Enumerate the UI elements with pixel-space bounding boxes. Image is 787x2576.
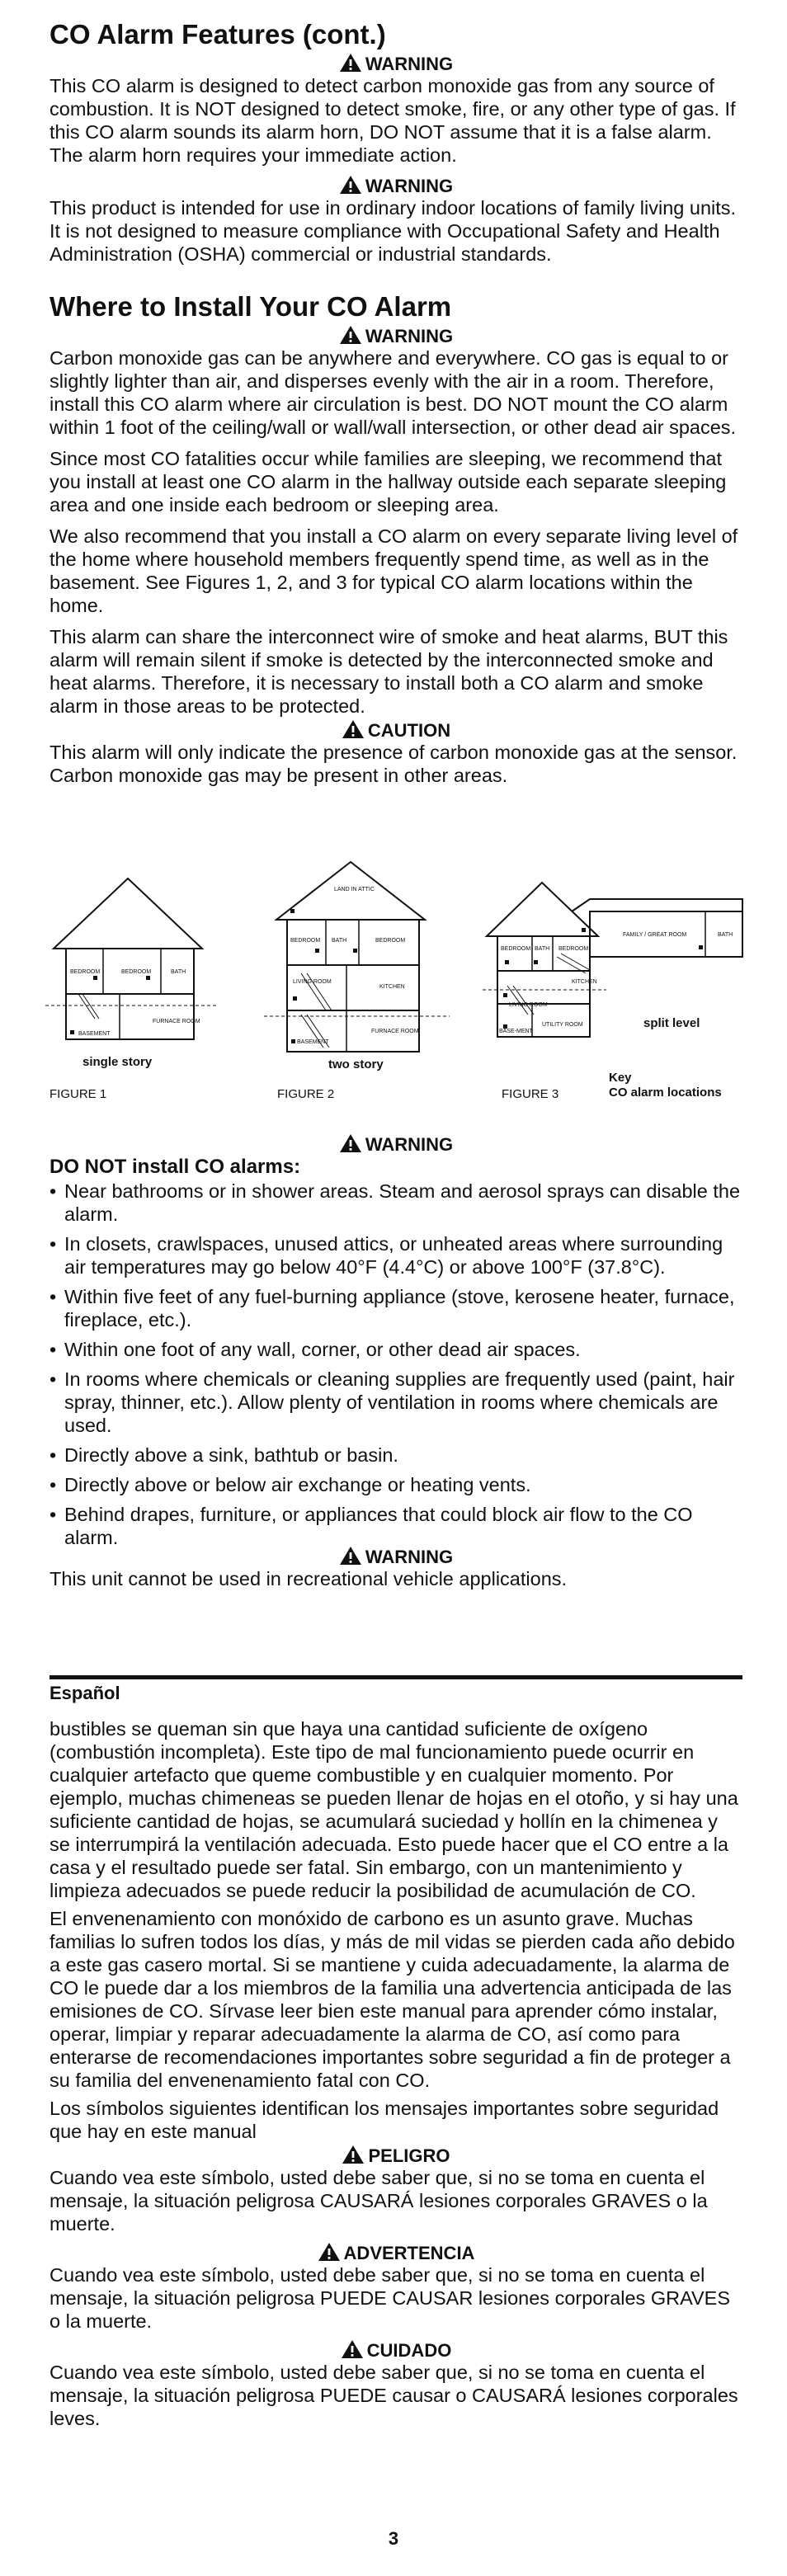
warning-icon	[318, 2242, 341, 2262]
co-alarm-marker	[534, 960, 538, 964]
warning-label: WARNING	[365, 54, 454, 74]
caution-text: This alarm will only indicate the presence of carbon monoxide gas at the sensor. Carbon monoxide gas may be present in other areas.	[49, 742, 738, 786]
cuidado-text: Cuando vea este símbolo, usted debe saber que, si no se toma en cuenta el mensaje, la situación peligrosa PUEDE causar o CAUSARÁ lesiones corporales leves.	[49, 2362, 738, 2429]
co-alarm-marker	[505, 960, 509, 964]
install-paragraph: This alarm can share the interconnect wire of smoke and heat alarms, BUT this alarm will remain silent if smoke is detected by the interconnected smoke and heat alarms. Therefore, it is necessary to install both a CO alarm and smoke alarm in those areas to be protected.	[49, 626, 728, 717]
warning-label: WARNING	[365, 326, 454, 346]
warning-heading	[49, 1133, 742, 1155]
room-label: FURNACE ROOM	[371, 1029, 419, 1034]
co-alarm-marker	[70, 1030, 74, 1034]
advertencia-heading	[49, 2242, 742, 2263]
peligro-label: PELIGRO	[368, 2145, 450, 2166]
room-label: BATH	[718, 932, 733, 938]
list-item: • Behind drapes, furniture, or appliances that could block air flow to the CO alarm.	[49, 1503, 742, 1549]
figure-key	[609, 1071, 722, 1100]
room-label: BATH	[332, 938, 347, 944]
warning-icon	[339, 1133, 362, 1153]
co-alarm-marker	[291, 1039, 295, 1043]
cuidado-heading	[49, 2339, 742, 2361]
caution-icon	[341, 2339, 364, 2359]
co-alarm-marker	[582, 928, 586, 932]
co-alarm-marker	[93, 976, 97, 980]
room-label: BEDROOM	[375, 938, 406, 944]
room-label: BASEMENT	[78, 1031, 111, 1037]
install-title: Where to Install Your CO Alarm	[49, 291, 452, 322]
do-not-install-list	[49, 1180, 742, 1549]
caution-label: CAUTION	[367, 720, 451, 741]
figure-2-two-story-diagram	[264, 858, 454, 1056]
advertencia-label: ADVERTENCIA	[343, 2243, 475, 2263]
room-label: BASEMENT	[297, 1039, 329, 1045]
advertencia-text: Cuando vea este símbolo, usted debe saber que, si no se toma en cuenta el mensaje, la situación peligrosa PUEDE CAUSAR lesiones corporales GRAVES o la muerte.	[49, 2264, 731, 2332]
list-item: • In closets, crawlspaces, unused attics, or unheated areas where surrounding air temperatures may go below 40°F (4.4°C) or above 100°F (37.8°C).	[49, 1232, 742, 1279]
co-alarm-marker	[290, 909, 295, 913]
room-label: FAMILY / GREAT ROOM	[623, 932, 687, 938]
peligro-text: Cuando vea este símbolo, usted debe saber que, si no se toma en cuenta el mensaje, la situación peligrosa CAUSARÁ lesiones corporales GRAVES o la muerte.	[49, 2167, 708, 2235]
room-label: BEDROOM	[70, 969, 101, 975]
room-label: LAND IN ATTIC	[334, 887, 375, 892]
spanish-section	[49, 1717, 742, 2430]
room-label: BASE-MENT	[499, 1029, 533, 1034]
install-paragraph: Carbon monoxide gas can be anywhere and everywhere. CO gas is equal to or slightly lighter than air, and disperses evenly with the air in a room. Therefore, install this CO alarm where air circulation is best. DO NOT mount the CO alarm within 1 foot of the ceiling/wall or wall/wall intersection, or other dead air spaces.	[49, 347, 737, 438]
cuidado-label: CUIDADO	[366, 2340, 452, 2361]
install-paragraph: Since most CO fatalities occur while families are sleeping, we recommend that you install at least one CO alarm in the hallway outside each separate sleeping area and one inside each bedroom or sleeping area.	[49, 448, 727, 516]
warning-heading	[49, 325, 742, 346]
section-divider	[49, 1675, 742, 1679]
list-item: • Within five feet of any fuel-burning appliance (stove, kerosene heater, furnace, fireplace, etc.).	[49, 1285, 742, 1331]
warning-label: WARNING	[365, 176, 454, 196]
room-label: FURNACE ROOM	[153, 1019, 200, 1024]
figure-3-split-level-diagram	[483, 874, 747, 1056]
install-paragraph: We also recommend that you install a CO alarm on every separate living level of the home where household members frequently spend time, as well as in the basement. See Figures 1, 2, and 3 for typical CO alarm locations within the home.	[49, 525, 738, 616]
room-label: KITCHEN	[572, 979, 597, 985]
features-section	[49, 18, 742, 266]
peligro-heading	[49, 2145, 742, 2166]
warning-text: This product is intended for use in ordinary indoor locations of family living units. It is not designed to measure compliance with Occupational Safety and Health Administration (OSHA) commercial or industrial standards.	[49, 197, 737, 265]
figure-3-caption: split level	[643, 1016, 700, 1030]
figure-1-label: FIGURE 1	[49, 1087, 107, 1101]
list-item: • In rooms where chemicals or cleaning supplies are frequently used (paint, hair spray, thinner, etc.). Allow plenty of ventilation in rooms where chemicals are used.	[49, 1368, 742, 1437]
co-alarm-marker	[699, 945, 703, 949]
warning-text: This CO alarm is designed to detect carbon monoxide gas from any source of combustion. It is NOT designed to detect smoke, fire, or any other type of gas. If this CO alarm sounds its alarm horn, DO NOT assume that it is a false alarm. The alarm horn requires your immediate action.	[49, 75, 736, 166]
figure-2-label: FIGURE 2	[277, 1087, 335, 1101]
room-label: BEDROOM	[121, 969, 152, 975]
list-item: • Within one foot of any wall, corner, or other dead air spaces.	[49, 1338, 742, 1361]
list-item: • Directly above or below air exchange or heating vents.	[49, 1473, 742, 1496]
room-label: BEDROOM	[501, 946, 531, 952]
warning-heading	[49, 175, 742, 196]
room-label: BATH	[171, 969, 186, 975]
warning-icon	[339, 325, 362, 345]
room-label: LIVING ROOM	[293, 979, 332, 985]
figure-1-single-story-diagram	[45, 870, 223, 1056]
list-item: • Near bathrooms or in shower areas. Steam and aerosol sprays can disable the alarm.	[49, 1180, 742, 1226]
install-section	[49, 290, 742, 787]
danger-icon	[342, 2145, 365, 2164]
caution-heading	[49, 719, 742, 741]
warning-icon	[339, 175, 362, 195]
figure-1-caption: single story	[82, 1055, 153, 1069]
room-label: BATH	[535, 946, 550, 952]
room-label: LIVING ROOM	[509, 1002, 548, 1008]
co-alarm-marker	[146, 976, 150, 980]
list-item: • Directly above a sink, bathtub or basin.	[49, 1443, 742, 1467]
warning-heading	[49, 53, 742, 74]
language-header: Español	[49, 1683, 120, 1703]
do-not-install-section	[49, 1132, 742, 1590]
spanish-paragraph: Los símbolos siguientes identifican los mensajes importantes sobre seguridad que hay en este manual	[49, 2098, 719, 2142]
co-alarm-marker	[315, 949, 319, 953]
features-title: CO Alarm Features (cont.)	[49, 19, 386, 49]
warning-label: WARNING	[365, 1134, 454, 1155]
spanish-paragraph: bustibles se queman sin que haya una cantidad suficiente de oxígeno (combustión incompleta). Este tipo de mal funcionamiento puede ocurrir en cualquier artefacto que queme combustible y en cualquier momento. Por ejemplo, muchas chimeneas se pueden llenar de hojas en el otoño, y si hay una suficiente cantidad de hojas, se acumulará suciedad y hollín en la chimenea y se interrumpirá la ventilación adecuada. Esto puede hacer que el CO entre a la casa y el resultado puede ser fatal. Sin embargo, con un mantenimiento y limpieza adecuados se puede reducir la posibilidad de acumulación de CO.	[49, 1718, 738, 1901]
room-label: BEDROOM	[558, 946, 589, 952]
room-label: KITCHEN	[379, 984, 405, 990]
warning-label: WARNING	[365, 1547, 454, 1567]
page-number: 3	[388, 2528, 399, 2549]
room-label: UTILITY ROOM	[542, 1022, 583, 1028]
co-alarm-marker	[293, 996, 297, 1001]
figure-3-label: FIGURE 3	[502, 1087, 559, 1101]
figure-2-caption: two story	[328, 1057, 384, 1071]
room-label: BEDROOM	[290, 938, 321, 944]
key-text: CO alarm locations	[609, 1085, 722, 1100]
do-not-install-heading: DO NOT install CO alarms:	[49, 1156, 301, 1178]
co-alarm-marker	[503, 993, 507, 997]
spanish-paragraph: El envenenamiento con monóxido de carbono es un asunto grave. Muchas familias lo sufren todos los días, y más de mil vidas se pierden cada año debido a este gas casero mortal. Si se mantiene y cuida adecuadamente, la alarma de CO le puede dar a los miembros de la familia una advertencia anticipada de las emisiones de CO. Sírvase leer bien este manual para aprender cómo instalar, operar, limpiar y reparar adecuadamente la alarma de CO, así como para enterarse de recomendaciones importantes sobre seguridad a fin de proteger a su familia del envenenamiento fatal con CO.	[49, 1908, 735, 2091]
warning-text: This unit cannot be used in recreational vehicle applications.	[49, 1568, 568, 1589]
warning-icon	[339, 53, 362, 73]
caution-icon	[342, 719, 365, 739]
co-alarm-marker	[353, 949, 357, 953]
key-label: Key	[609, 1071, 632, 1085]
